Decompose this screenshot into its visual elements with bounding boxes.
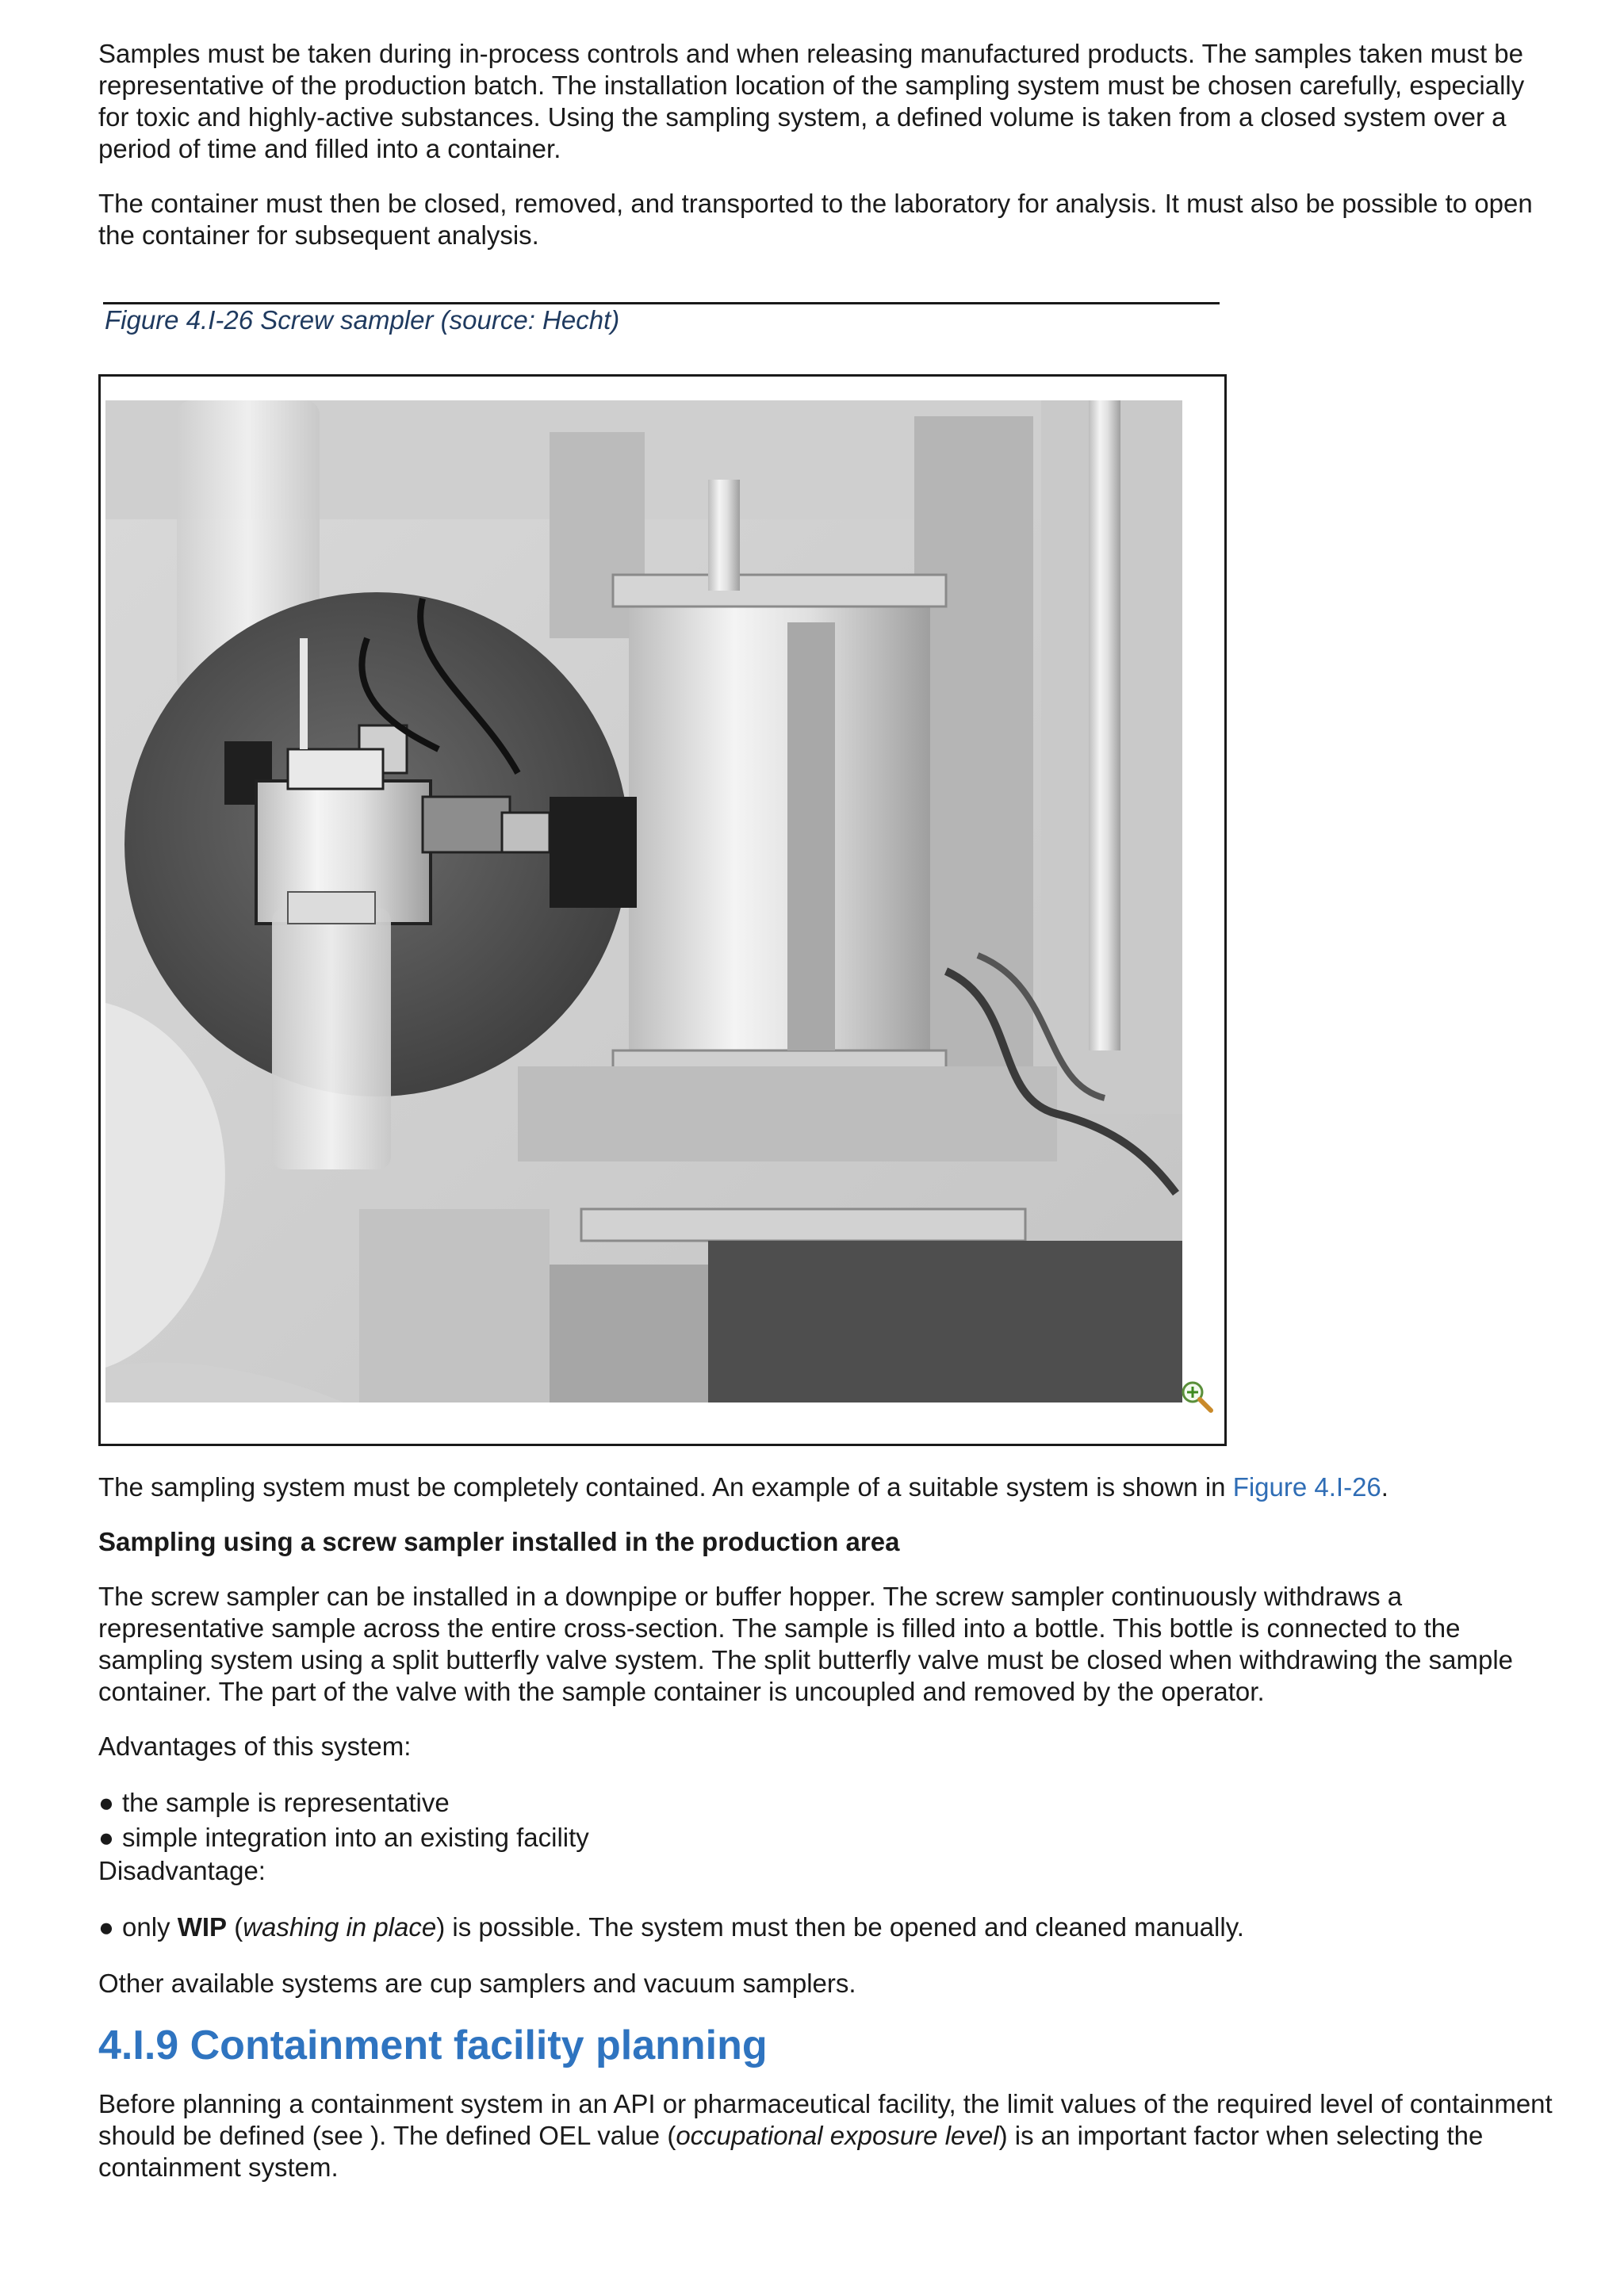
advantages-list bbox=[98, 1785, 1557, 1855]
disadvantage-label: Disadvantage: bbox=[98, 1856, 266, 1885]
contained-paragraph: The sampling system must be completely contained. An example of a suitable system is shown in Figure 4.I-26. bbox=[98, 1472, 1388, 1502]
bullet-icon: ● bbox=[98, 1912, 114, 1942]
other-systems-paragraph: Other available systems are cup samplers and vacuum samplers. bbox=[98, 1969, 856, 1998]
intro-paragraph-1: Samples must be taken during in-process controls and when releasing manufactured products. The samples taken must be representative of the production batch. The installation location of the sampling system must be chosen carefully, especially for toxic and highly-active substances. Using the sampling system, a defined volume is taken from a closed system over a period of time and filled into a container. bbox=[98, 39, 1525, 163]
containment-paragraph: Before planning a containment system in an API or pharmaceutical facility, the limit values of the required level of containment should be defined (see ). The defined OEL value (occupational exposure level) is an important factor when selecting the containment system. bbox=[98, 2089, 1553, 2182]
bullet-icon: ● bbox=[98, 1823, 114, 1852]
section-heading: 4.I.9 Containment facility planning bbox=[98, 2022, 768, 2068]
figure-reference-link[interactable]: Figure 4.I-26 bbox=[1232, 1472, 1381, 1502]
screw-sampler-subheading: Sampling using a screw sampler installed in the production area bbox=[98, 1527, 900, 1556]
list-item: ● simple integration into an existing facility bbox=[98, 1820, 1557, 1855]
screw-sampler-description: The screw sampler can be installed in a downpipe or buffer hopper. The screw sampler continuously withdraws a representative sample across the entire cross-section. The sample is filled into a bottle. This bottle is connected to the sampling system using a split butterfly valve system. The split butterfly valve must be closed when withdrawing the sample container. The part of the valve with the sample container is uncoupled and removed by the operator. bbox=[98, 1582, 1514, 1706]
advantages-label: Advantages of this system: bbox=[98, 1732, 412, 1761]
figure-caption: Figure 4.I-26 Screw sampler (source: Hecht) bbox=[105, 305, 620, 335]
oel-expansion: occupational exposure level bbox=[676, 2121, 999, 2150]
after-figure-content bbox=[98, 1471, 1557, 2183]
bullet-icon: ● bbox=[98, 1788, 114, 1817]
list-item: ● the sample is representative bbox=[98, 1785, 1557, 1820]
figure-frame bbox=[98, 374, 1227, 1446]
wip-expansion: washing in place bbox=[243, 1912, 437, 1942]
intro-paragraph-2: The container must then be closed, removed, and transported to the laboratory for analysis. It must also be possible to open the container for subsequent analysis. bbox=[98, 189, 1533, 250]
wip-term: WIP bbox=[177, 1912, 228, 1942]
document-page bbox=[98, 38, 1557, 2182]
disadvantages-list bbox=[98, 1910, 1557, 1945]
screw-sampler-photo[interactable] bbox=[105, 400, 1182, 1402]
magnify-plus-icon[interactable] bbox=[1179, 1379, 1214, 1414]
list-item: ● only WIP (washing in place) is possible. The system must then be opened and cleaned manually. bbox=[98, 1910, 1557, 1945]
